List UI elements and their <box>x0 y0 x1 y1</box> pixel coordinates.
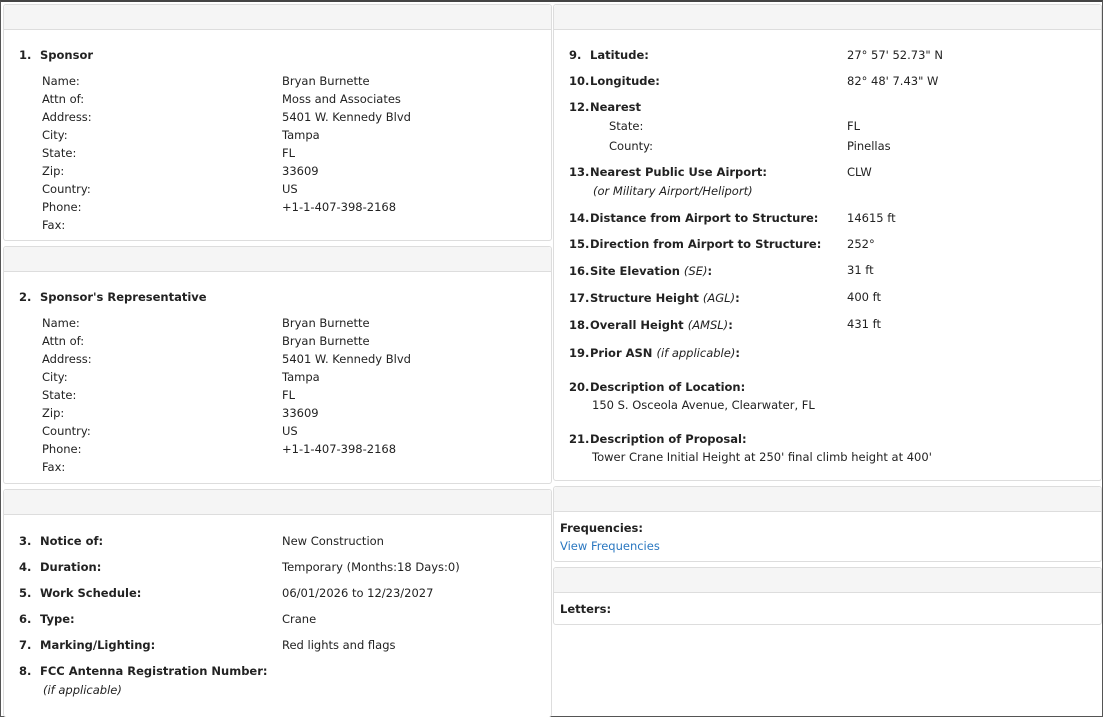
field-value: Tampa <box>282 370 320 384</box>
airport-value: CLW <box>847 165 872 179</box>
nearest-county-value: Pinellas <box>847 139 891 153</box>
panel-header <box>554 487 1101 512</box>
field-label: Fax: <box>42 218 66 232</box>
field-label: Attn of: <box>42 92 85 106</box>
notice-item-value: Red lights and flags <box>282 638 396 652</box>
longitude-label: 10.Longitude: <box>569 74 660 88</box>
latitude-value: 27° 57' 52.73" N <box>847 48 943 62</box>
panel-header <box>4 5 551 30</box>
field-value: 5401 W. Kennedy Blvd <box>282 110 411 124</box>
field-value: +1-1-407-398-2168 <box>282 442 397 456</box>
structure-height-label: 17.Structure Height (AGL): <box>569 291 740 305</box>
panel-header <box>554 568 1101 593</box>
field-label: Attn of: <box>42 334 85 348</box>
field-label: State: <box>42 388 77 402</box>
distance-label: 14.Distance from Airport to Structure: <box>569 211 819 225</box>
field-value: +1-1-407-398-2168 <box>282 200 397 214</box>
field-label: Country: <box>42 424 91 438</box>
field-label: City: <box>42 128 68 142</box>
field-label: Zip: <box>42 406 65 420</box>
field-value: US <box>282 182 298 196</box>
field-label: Address: <box>42 352 92 366</box>
site-elevation-value: 31 ft <box>847 263 874 277</box>
field-value: FL <box>282 146 296 160</box>
letters-panel <box>553 567 1102 625</box>
overall-height-value: 431 ft <box>847 317 881 331</box>
notice-item-label: 3. Notice of: <box>19 534 104 548</box>
field-value: 33609 <box>282 164 319 178</box>
notice-item-value: Crane <box>282 612 317 626</box>
latitude-label: 9. Latitude: <box>569 48 649 62</box>
notice-item-value: New Construction <box>282 534 384 548</box>
notice-item-sublabel: (if applicable) <box>43 683 122 697</box>
longitude-value: 82° 48' 7.43" W <box>847 74 939 88</box>
panel-header <box>4 490 551 515</box>
field-label: Zip: <box>42 164 65 178</box>
frequencies-panel <box>553 486 1102 562</box>
field-label: State: <box>42 146 77 160</box>
notice-item-value: 06/01/2026 to 12/23/2027 <box>282 586 434 600</box>
direction-label: 15.Direction from Airport to Structure: <box>569 237 822 251</box>
prior-asn-label: 19.Prior ASN (if applicable): <box>569 346 740 360</box>
sponsor-panel <box>3 4 552 241</box>
field-value: US <box>282 424 298 438</box>
field-label: Fax: <box>42 460 66 474</box>
panel-header <box>4 247 551 272</box>
desc-proposal-value: Tower Crane Initial Height at 250' final climb height at 400' <box>592 450 932 464</box>
field-value: Tampa <box>282 128 320 142</box>
nearest-state-value: FL <box>847 119 861 133</box>
field-label: City: <box>42 370 68 384</box>
site-elevation-label: 16.Site Elevation (SE): <box>569 264 713 278</box>
notice-item-value: Temporary (Months:18 Days:0) <box>282 560 460 574</box>
desc-location-label: 20.Description of Location: <box>569 380 746 394</box>
notice-panel <box>3 489 552 717</box>
notice-item-label: 4. Duration: <box>19 560 102 574</box>
notice-item-label: 6. Type: <box>19 612 75 626</box>
field-label: Address: <box>42 110 92 124</box>
letters-label: Letters: <box>560 602 612 616</box>
desc-location-value: 150 S. Osceola Avenue, Clearwater, FL <box>592 398 815 412</box>
frequencies-label: Frequencies: <box>560 521 643 535</box>
notice-item-label: 7. Marking/Lighting: <box>19 638 156 652</box>
nearest-label: 12.Nearest <box>569 100 641 114</box>
distance-value: 14615 ft <box>847 211 896 225</box>
field-value: Bryan Burnette <box>282 74 370 88</box>
field-label: Phone: <box>42 442 82 456</box>
representative-panel <box>3 246 552 484</box>
direction-value: 252° <box>847 237 875 251</box>
view-frequencies-link[interactable]: View Frequencies <box>560 539 660 553</box>
airport-sublabel: (or Military Airport/Heliport) <box>593 184 753 198</box>
field-label: Name: <box>42 74 80 88</box>
field-value: Moss and Associates <box>282 92 401 106</box>
notice-item-label: 5. Work Schedule: <box>19 586 142 600</box>
field-label: Name: <box>42 316 80 330</box>
sponsor-title: 1. Sponsor <box>19 48 94 62</box>
notice-item-label: 8. FCC Antenna Registration Number: <box>19 664 268 678</box>
nearest-county-label: County: <box>609 139 653 153</box>
field-value: 5401 W. Kennedy Blvd <box>282 352 411 366</box>
airport-label: 13.Nearest Public Use Airport: <box>569 165 767 179</box>
field-value: Bryan Burnette <box>282 334 370 348</box>
desc-proposal-label: 21.Description of Proposal: <box>569 432 747 446</box>
nearest-state-label: State: <box>609 119 644 133</box>
overall-height-label: 18.Overall Height (AMSL): <box>569 318 733 332</box>
field-value: 33609 <box>282 406 319 420</box>
structure-height-value: 400 ft <box>847 290 881 304</box>
field-label: Country: <box>42 182 91 196</box>
field-value: Bryan Burnette <box>282 316 370 330</box>
panel-header <box>554 5 1101 30</box>
representative-title: 2. Sponsor's Representative <box>19 290 207 304</box>
location-panel <box>553 4 1102 481</box>
field-label: Phone: <box>42 200 82 214</box>
field-value: FL <box>282 388 296 402</box>
